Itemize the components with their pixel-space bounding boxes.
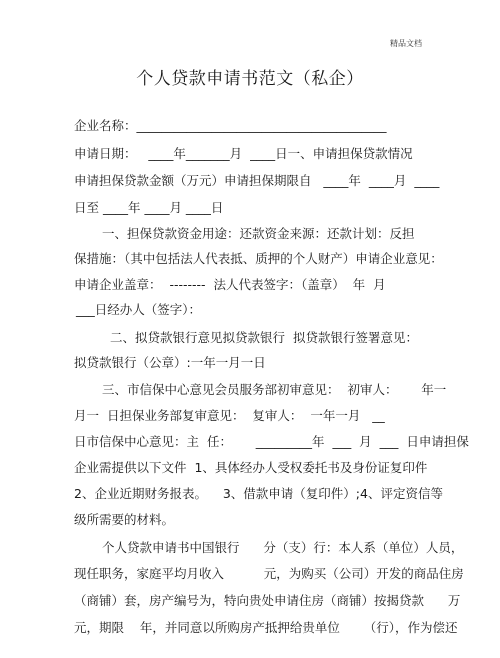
document-title: 个人贷款申请书范文（私企） bbox=[136, 69, 364, 89]
line-center-opinion: 日市信保中心意见：主 任： _________年 ___ 月 ___ 日申请担保 bbox=[74, 434, 469, 449]
line-review: 月一 日担保业务部复审意见： 复审人： 一年一月 __ bbox=[74, 408, 385, 423]
line-section-3: 三、市信保中心意见会员服务部初审意见： 初审人： 年一 bbox=[102, 382, 447, 397]
line-company-seal: 申请企业盖章： -------- 法人代表签字：（盖章） 年 月 bbox=[74, 277, 386, 292]
line-letter-loan: （商铺）套，房产编号为，特向贵处申请住房（商铺）按揭贷款 万 bbox=[74, 593, 461, 608]
line-section-1: 一、担保贷款资金用途：还款资金来源：还款计划：反担 bbox=[102, 226, 415, 241]
line-section-2: 二、拟贷款银行意见拟贷款银行 拟贷款银行签署意见： bbox=[110, 330, 418, 345]
line-bank-seal: 拟贷款银行（公章）:一年一月一日 bbox=[74, 355, 266, 370]
line-docs-2: 2、企业近期财务报表。 3、借款申请（复印件）;4、评定资信等 bbox=[74, 486, 443, 501]
line-docs-3: 级所需要的材料。 bbox=[74, 512, 175, 527]
line-term-end: 日至 ____年 ____月 ____日 bbox=[74, 200, 224, 215]
line-apply-date: 申请日期： ____年_______月 ____日一、申请担保贷款情况 bbox=[74, 146, 413, 161]
line-letter-income: 现任职务，家庭平均月收入 元，为购买（公司）开发的商品住房 bbox=[74, 566, 464, 581]
line-guarantee-measures: 保措施：（其中包括法人代表抵、质押的个人财产）申请企业意见： bbox=[74, 251, 443, 266]
line-company-name: 企业名称：________________________________________ bbox=[74, 118, 387, 133]
line-letter-start: 个人贷款申请书中国银行 分（支）行：本人系（单位）人员， bbox=[102, 540, 464, 555]
line-handler-sign: ___日经办人（签字）： bbox=[76, 302, 202, 317]
line-letter-term: 元，期限 年，并同意以所购房产抵押给贵单位 （行），作为偿还 bbox=[74, 620, 458, 635]
header-tag: 精品文档 bbox=[390, 39, 422, 48]
line-required-docs: 企业需提供以下文件 1、具体经办人受权委托书及身份证复印件 bbox=[74, 460, 428, 475]
line-loan-amount: 申请担保贷款金额（万元）申请担保期限自 ____年 ____月 ____ bbox=[74, 173, 440, 188]
